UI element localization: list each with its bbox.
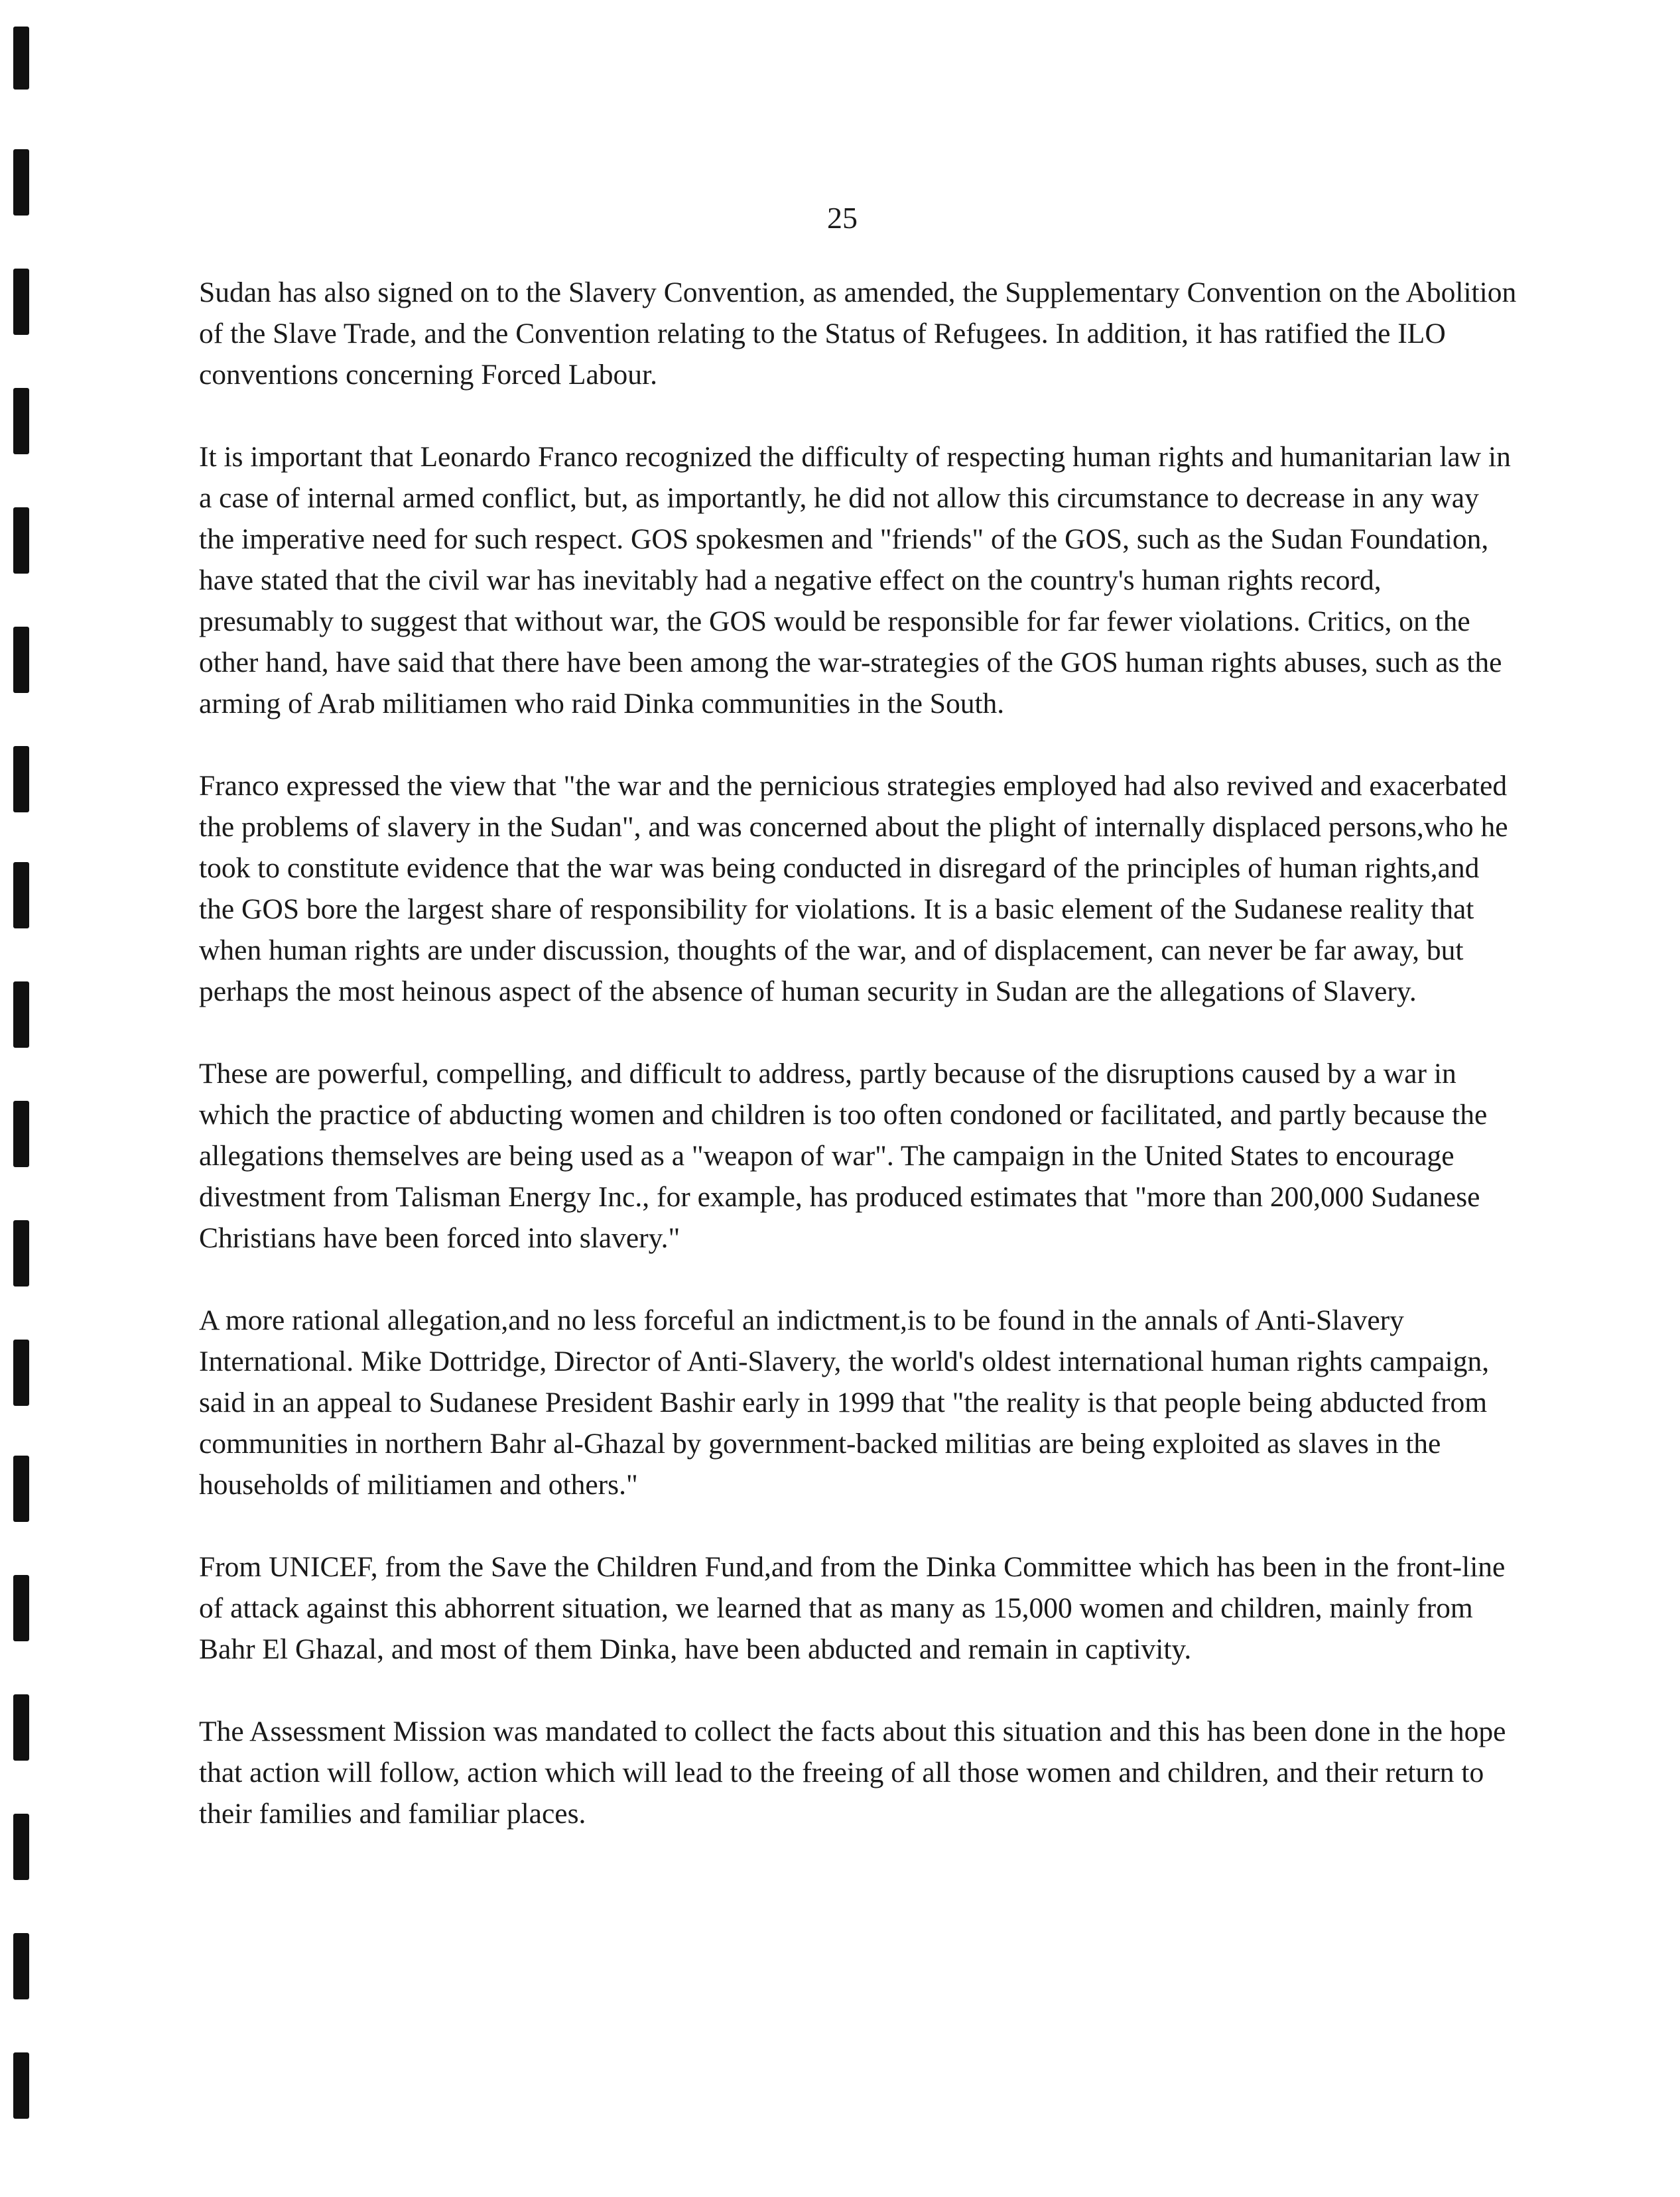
binder-mark: [13, 981, 29, 1048]
binder-mark: [13, 746, 29, 812]
binder-mark: [13, 27, 29, 90]
binder-mark: [13, 1814, 29, 1880]
paragraph-slavery-convention: Sudan has also signed on to the Slavery Convention, as amended, the Supplementary Convention on the Abolition of the Slave Trade, and the Convention relating to the Status of Refugees. In addition, it has ratified the ILO conventions concerning Forced Labour.: [199, 277, 1517, 391]
binder-mark: [13, 388, 29, 454]
binder-mark: [13, 1220, 29, 1287]
binder-mark: [13, 627, 29, 693]
binder-mark: [13, 1101, 29, 1167]
binder-mark: [13, 1575, 29, 1641]
paragraph-franco-view: Franco expressed the view that "the war and the pernicious strategies employed had also revived and exacerbated the problems of slavery in the Sudan", and was concerned about the plight of internally displaced persons,who he took to constitute evidence that the war was being conducted in disregard of the principles of human rights,and the GOS bore the largest share of responsibility for violations. It is a basic element of the Sudanese reality that when human rights are under discussion, thoughts of the war, and of displacement, can never be far away, but perhaps the most heinous aspect of the absence of human security in Sudan are the allegations of Slavery.: [199, 770, 1508, 1007]
paragraph-unicef-findings: From UNICEF, from the Save the Children Fund,and from the Dinka Committee which has been in the front-line of attack against this abhorrent situation, we learned that as many as 15,000 women and children, mainly from Bahr El Ghazal, and most of them Dinka, have been abducted and remain in captivity.: [199, 1551, 1506, 1665]
binder-mark: [13, 1694, 29, 1761]
binder-mark: [13, 1933, 29, 1999]
binder-mark: [13, 507, 29, 574]
page-number: 25: [827, 201, 858, 235]
paragraph-franco-armed-conflict: It is important that Leonardo Franco recognized the difficulty of respecting human rights and humanitarian law in a case of internal armed conflict, but, as importantly, he did not allow this circumstance to decrease in any way the imperative need for such respect. GOS spokesmen and "friends" of the GOS, such as the Sudan Foundation, have stated that the civil war has inevitably had a negative effect on the country's human rights record, presumably to suggest that without war, the GOS would be responsible for far fewer violations. Critics, on the other hand, have said that there have been among the war-strategies of the GOS human rights abuses, such as the arming of Arab militiamen who raid Dinka communities in the South.: [199, 441, 1511, 720]
binder-mark: [13, 149, 29, 216]
binder-mark: [13, 862, 29, 928]
paragraph-anti-slavery-international: A more rational allegation,and no less forceful an indictment,is to be found in the annals of Anti-Slavery International. Mike Dottridge, Director of Anti-Slavery, the world's oldest international human rights campaign, said in an appeal to Sudanese President Bashir early in 1999 that "the reality is that people being abducted from communities in northern Bahr al-Ghazal by government-backed militias are being exploited as slaves in the households of militiamen and others.": [199, 1304, 1490, 1501]
binder-mark: [13, 1456, 29, 1522]
binder-mark: [13, 2052, 29, 2119]
binder-mark: [13, 269, 29, 335]
body-text: [199, 272, 1519, 1875]
binder-mark: [13, 1340, 29, 1406]
binder-hole-marks: [0, 0, 40, 2197]
paragraph-allegations: These are powerful, compelling, and difficult to address, partly because of the disruptions caused by a war in which the practice of abducting women and children is too often condoned or facilitated, and partly because the allegations themselves are being used as a "weapon of war". The campaign in the United States to encourage divestment from Talisman Energy Inc., for example, has produced estimates that "more than 200,000 Sudanese Christians have been forced into slavery.": [199, 1058, 1488, 1254]
paragraph-assessment-mission: The Assessment Mission was mandated to collect the facts about this situation and this has been done in the hope that action will follow, action which will lead to the freeing of all those women and children, and their return to their families and familiar places.: [199, 1716, 1506, 1830]
